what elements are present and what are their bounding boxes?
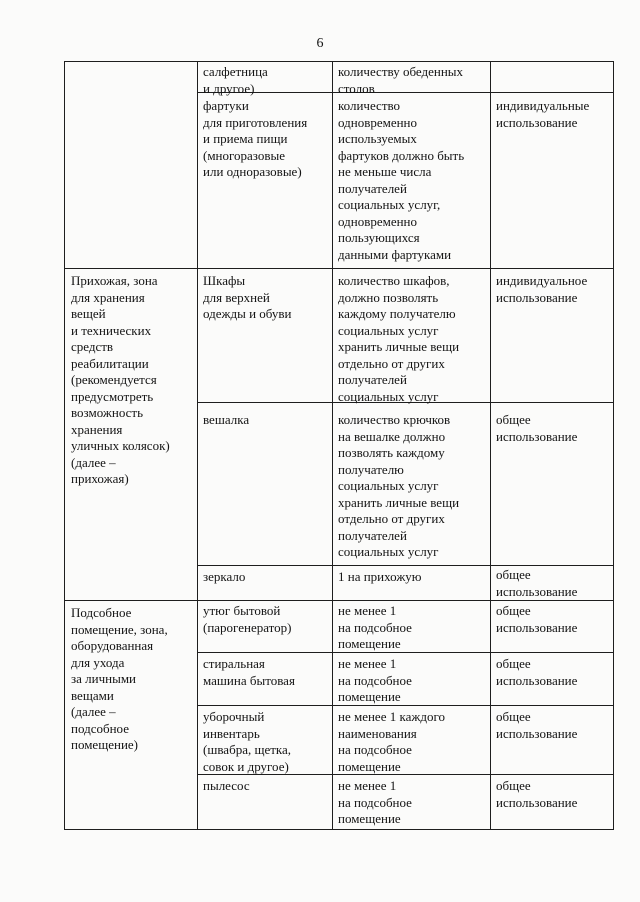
column-divider bbox=[197, 62, 198, 829]
column-divider bbox=[490, 62, 491, 829]
room-cell-hallway: Прихожая, зона для хранения вещей и технических средств реабилитации (рекомендуется предусмотреть возможность хранения уличных колясок) (далее – прихожая) bbox=[71, 273, 170, 486]
item-name-cell: фартуки для приготовления и приема пищи (многоразовые или одноразовые) bbox=[203, 98, 308, 179]
item-name-cell: пылесос bbox=[203, 778, 250, 793]
item-name-cell: Шкафы для верхней одежды и обуви bbox=[203, 273, 292, 321]
item-quantity-cell: количество одновременно используемых фартуков должно быть не меньше числа получателей социальных услуг, одновременно пользующихся данными фартуками bbox=[338, 98, 465, 262]
item-quantity-cell: не менее 1 каждого наименования на подсобное помещение bbox=[338, 709, 445, 774]
equipment-table bbox=[64, 61, 614, 830]
item-use-cell: общее использование bbox=[496, 412, 578, 444]
item-use-cell: индивидуальные использование bbox=[496, 98, 590, 130]
item-quantity-cell: количеству обеденных столов bbox=[338, 64, 464, 96]
item-quantity-cell: количество шкафов, должно позволять каждому получателю социальных услуг хранить личные вещи отдельно от других получателей социальных услуг bbox=[338, 273, 460, 404]
item-name-cell: салфетница и другое) bbox=[203, 64, 268, 96]
item-use-cell: общее использование bbox=[496, 709, 578, 741]
item-quantity-cell: не менее 1 на подсобное помещение bbox=[338, 656, 412, 704]
item-quantity-cell: не менее 1 на подсобное помещение bbox=[338, 603, 412, 651]
item-quantity-cell: 1 на прихожую bbox=[338, 569, 422, 584]
item-use-cell: общее использование bbox=[496, 567, 578, 599]
item-quantity-cell: не менее 1 на подсобное помещение bbox=[338, 778, 412, 826]
item-name-cell: стиральная машина бытовая bbox=[203, 656, 295, 688]
item-use-cell: общее использование bbox=[496, 603, 578, 635]
item-name-cell: вешалка bbox=[203, 412, 250, 427]
item-use-cell: индивидуальное использование bbox=[496, 273, 588, 305]
subrow-divider bbox=[197, 565, 613, 566]
room-cell-utility: Подсобное помещение, зона, оборудованная для ухода за личными вещами (далее – подсобное помещение) bbox=[71, 605, 168, 752]
item-name-cell: уборочный инвентарь (швабра, щетка, совок и другое) bbox=[203, 709, 292, 774]
item-name-cell: утюг бытовой (парогенератор) bbox=[203, 603, 292, 635]
row-divider bbox=[65, 268, 613, 269]
page-number: 6 bbox=[316, 36, 324, 51]
item-quantity-cell: количество крючков на вешалке должно позволять каждому получателю социальных услуг хранить личные вещи отдельно от других получателей социальных услуг bbox=[338, 412, 460, 559]
row-divider bbox=[65, 600, 613, 601]
item-use-cell: общее использование bbox=[496, 656, 578, 688]
item-use-cell: общее использование bbox=[496, 778, 578, 810]
column-divider bbox=[332, 62, 333, 829]
item-name-cell: зеркало bbox=[203, 569, 246, 584]
